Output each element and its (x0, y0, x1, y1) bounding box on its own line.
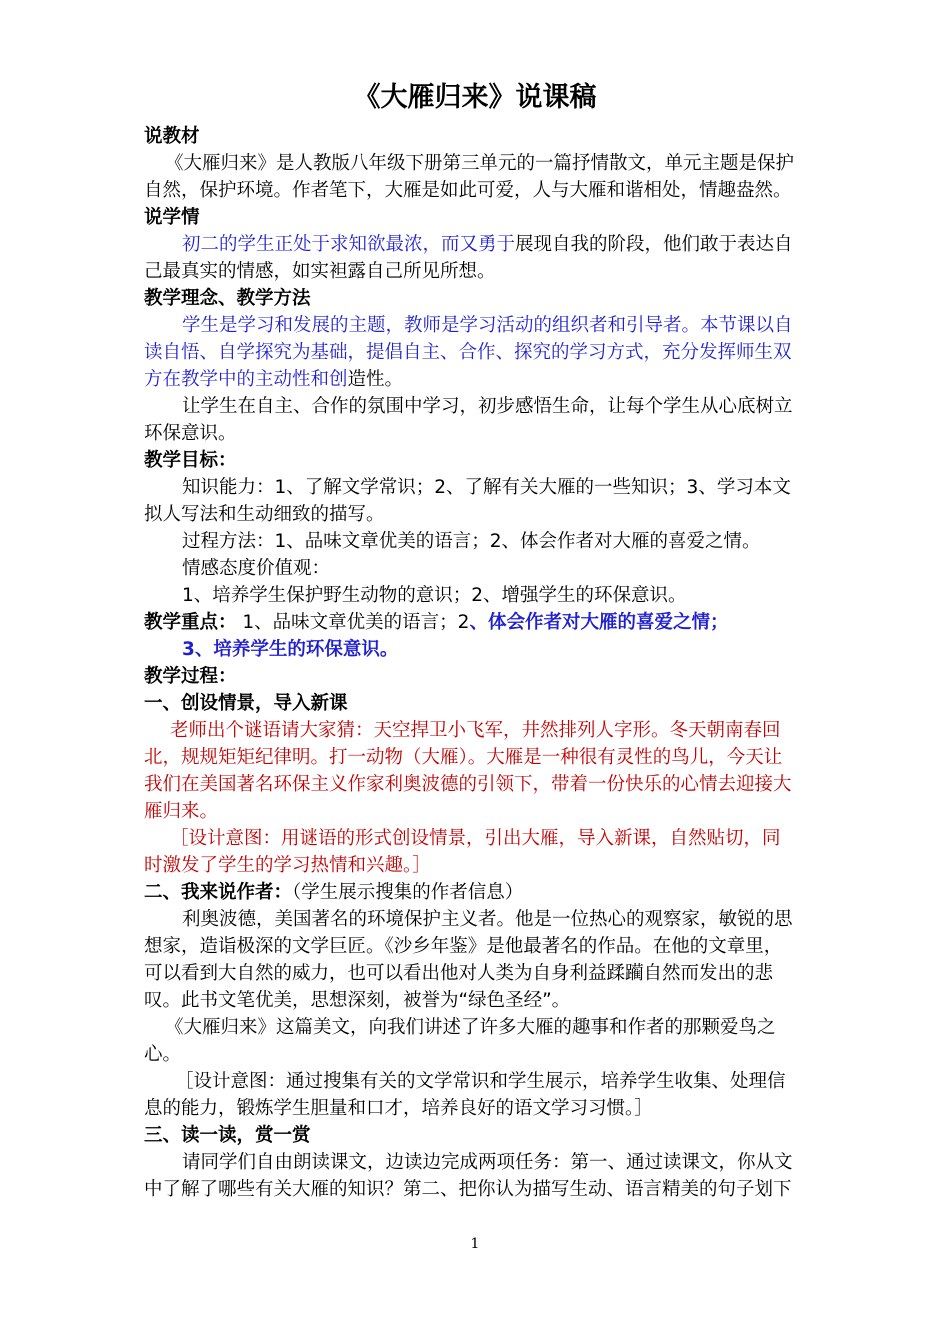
paragraph-line: 过程方法：1、品味文章优美的语言；2、体会作者对大雁的喜爱之情。 (182, 531, 761, 552)
heading-philosophy: 教学理念、教学方法 (144, 288, 311, 309)
heading-key-points: 教学重点： (144, 612, 237, 633)
heading-process: 教学过程： (144, 666, 237, 687)
paragraph-line: 可以看到大自然的威力，也可以看出他对人类为自身利益蹂躏自然而发出的悲 (144, 963, 774, 984)
paragraph-line: 我们在美国著名环保主义作家利奥波德的引领下，带着一份快乐的心情去迎接大 (144, 774, 792, 795)
subheading-reading: 三、读一读，赏一赏 (144, 1125, 311, 1146)
paragraph-line: 让学生在自主、合作的氛围中学习，初步感悟生命，让每个学生从心底树立 (182, 396, 793, 417)
key-points-line (144, 610, 728, 636)
paragraph-line: 读自悟、自学探究为基础，提倡自主、合作、探究的学习方式，充分发挥师生双 (144, 342, 792, 363)
paragraph-line: 时激发了学生的学习热情和兴趣。］ (144, 855, 431, 876)
plain-text: （学生展示搜集的作者信息） (292, 882, 524, 903)
paragraph-line: 利奥波德，美国著名的环境保护主义者。他是一位热心的观察家，敏锐的思 (182, 909, 793, 930)
paragraph-line (144, 367, 403, 393)
paragraph-line: 《大雁归来》是人教版八年级下册第三单元的一篇抒情散文，单元主题是保护 (165, 153, 795, 174)
paragraph-line: 雁归来。 (144, 801, 219, 822)
paragraph-line: 叹。此书文笔优美，思想深刻，被誉为“绿色圣经”。 (144, 990, 571, 1011)
paragraph-line: 拟人写法和生动细致的描写。 (144, 504, 385, 525)
paragraph-line: 息的能力，锻炼学生胆量和口才，培养良好的语文学习习惯。］ (144, 1098, 653, 1119)
plain-text: 展现自我的阶段，他们敢于表达自 (515, 234, 793, 255)
paragraph-line (182, 232, 793, 258)
subheading-author: 二、我来说作者： (144, 882, 293, 903)
paragraph-line: 请同学们自由朗读课文，边读边完成两项任务：第一、通过读课文，你从文 (182, 1152, 793, 1173)
highlight-text: 初二的学生正处于求知欲最浓，而又勇于 (182, 234, 516, 255)
heading-textbook: 说教材 (144, 126, 200, 147)
paragraph-line: 心。 (144, 1044, 182, 1065)
plain-text: 1、品味文章优美的语言；2 (236, 612, 470, 633)
paragraph-line: 想家，造诣极深的文学巨匠。《沙乡年鉴》是他最著名的作品。在他的文章里， (144, 936, 783, 957)
paragraph-line: 知识能力：1、了解文学常识；2、了解有关大雁的一些知识；3、学习本文 (182, 477, 791, 498)
highlight-text: 方在教学中的主动性和创 (144, 369, 348, 390)
plain-text: 造性。 (347, 369, 404, 390)
paragraph-line: ［设计意图：用谜语的形式创设情景，引出大雁，导入新课，自然贴切，同 (170, 828, 781, 849)
heading-objectives: 教学目标： (144, 450, 237, 471)
paragraph-line: 北，规规矩矩纪律明。打一动物（大雁）。大雁是一种很有灵性的鸟儿，今天让 (144, 747, 783, 768)
subheading-intro: 一、创设情景，导入新课 (144, 693, 348, 714)
paragraph-line: ［设计意图：通过搜集有关的文学常识和学生展示，培养学生收集、处理信 (175, 1071, 786, 1092)
page-number: 1 (470, 1236, 480, 1252)
paragraph-line: 老师出个谜语请大家猜：天空捍卫小飞军，井然排列人字形。冬天朝南春回 (170, 720, 781, 741)
paragraph-line: 《大雁归来》这篇美文，向我们讲述了许多大雁的趣事和作者的那颗爱鸟之 (165, 1017, 776, 1038)
document-title: 《大雁归来》说课稿 (353, 82, 597, 113)
paragraph-line: 1、培养学生保护野生动物的意识；2、增强学生的环保意识。 (182, 585, 687, 606)
paragraph-line: 环保意识。 (144, 423, 237, 444)
paragraph-line: 情感态度价值观： (182, 558, 331, 579)
highlight-text: 、体会作者对大雁的喜爱之情； (469, 612, 729, 633)
paragraph-line: 己最真实的情感，如实袒露自己所见所想。 (144, 261, 496, 282)
paragraph-line: 学生是学习和发展的主题，教师是学习活动的组织者和引导者。本节课以自 (182, 315, 793, 336)
paragraph-line: 3、培养学生的环保意识。 (182, 639, 399, 660)
paragraph-line: 自然，保护环境。作者笔下，大雁是如此可爱，人与大雁和谐相处，情趣盎然。 (144, 180, 792, 201)
subheading-author-line (144, 880, 523, 906)
paragraph-line: 中了解了哪些有关大雁的知识？第二、把你认为描写生动、语言精美的句子划下 (144, 1179, 792, 1200)
heading-students: 说学情 (144, 207, 200, 228)
